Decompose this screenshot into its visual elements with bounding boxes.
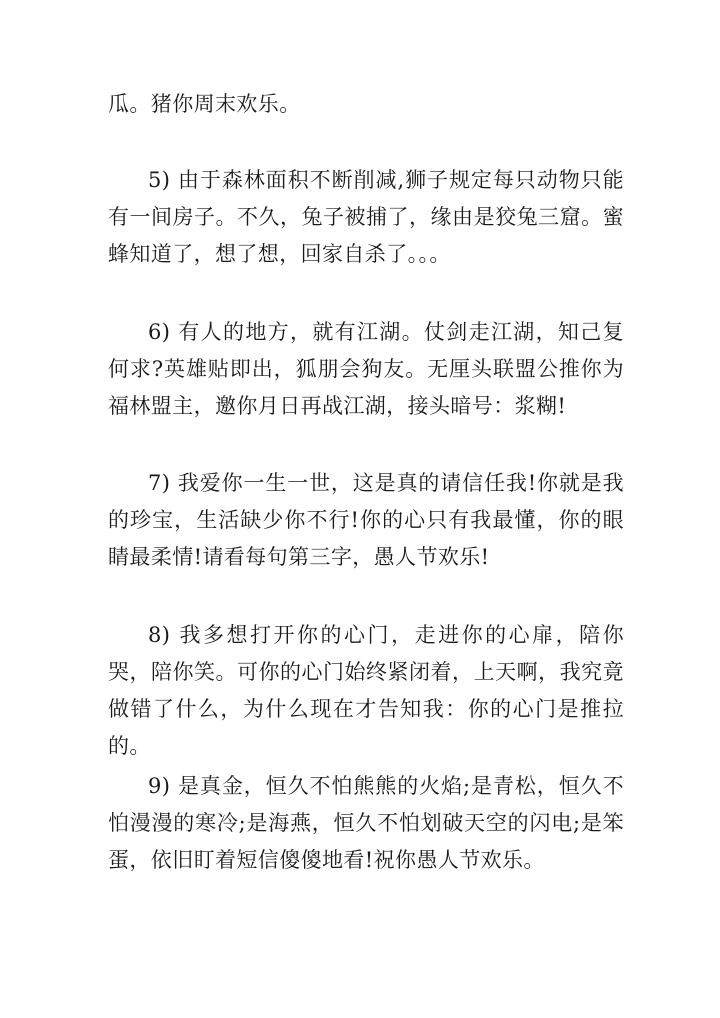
- paragraph-item-6: 6) 有人的地方，就有江湖。仗剑走江湖，知己复何求?英雄贴即出，狐朋会狗友。无厘头联盟公推你为福林盟主，邀你月日再战江湖，接头暗号：浆糊!: [108, 320, 624, 418]
- paragraph-continuation: 瓜。猪你周末欢乐。: [108, 92, 301, 116]
- paragraph-item-7: 7) 我爱你一生一世，这是真的请信任我!你就是我的珍宝，生活缺少你不行!你的心只有我最懂，你的眼睛最柔情!请看每句第三字，愚人节欢乐!: [108, 471, 624, 569]
- paragraph-item-9: 9) 是真金，恒久不怕熊熊的火焰;是青松，恒久不怕漫漫的寒冷;是海燕，恒久不怕划破天空的闪电;是笨蛋，依旧盯着短信傻傻地看!祝你愚人节欢乐。: [108, 774, 624, 872]
- paragraph-item-5: 5) 由于森林面积不断削减,狮子规定每只动物只能有一间房子。不久，兔子被捕了，缘由是狡兔三窟。蜜蜂知道了，想了想，回家自杀了。。。: [108, 168, 624, 266]
- paragraph-item-8: 8) 我多想打开你的心门，走进你的心扉，陪你哭，陪你笑。可你的心门始终紧闭着，上天啊，我究竟做错了什么，为什么现在才告知我：你的心门是推拉的。: [108, 623, 624, 758]
